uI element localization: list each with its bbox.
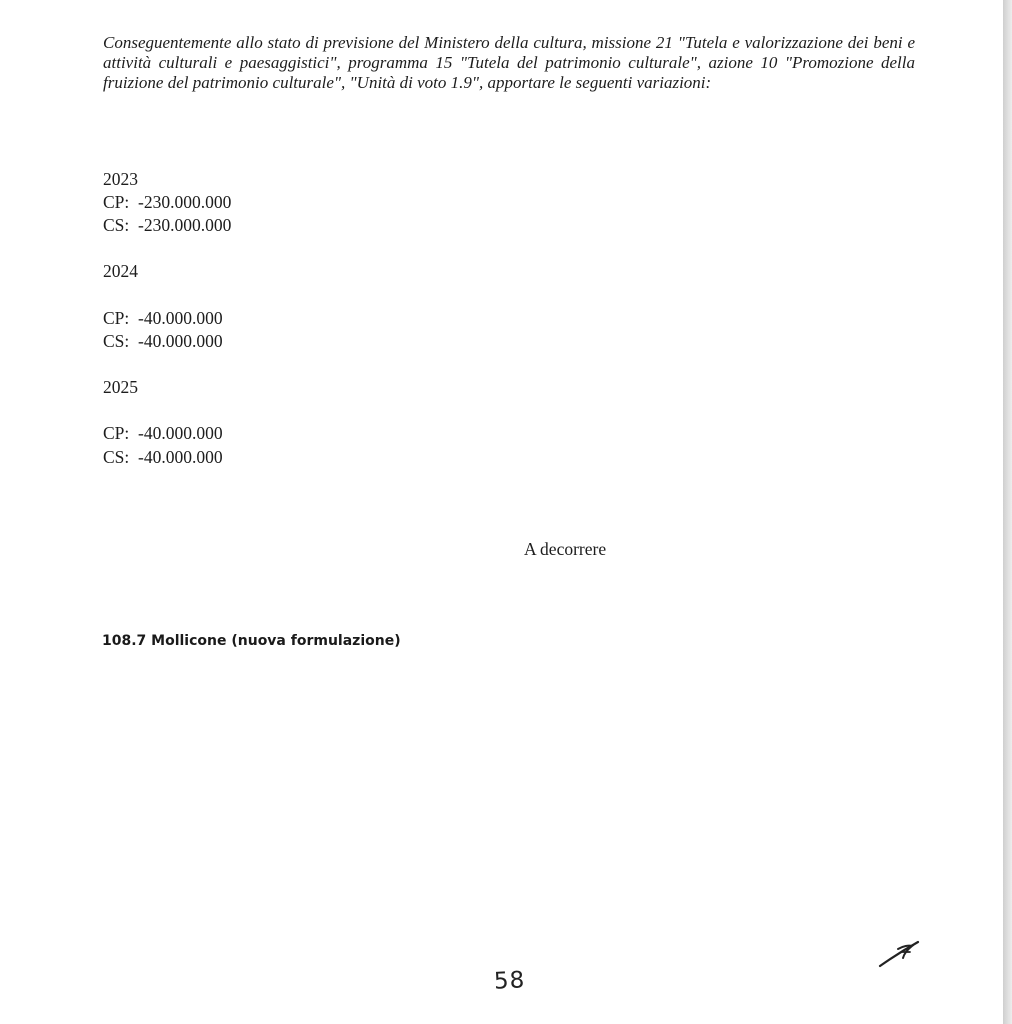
decorrere-text: A decorrere [524, 539, 607, 559]
cp-value-2025: CP: -40.000.000 [103, 423, 223, 443]
page-number: 58 [493, 967, 526, 995]
handwritten-initials-icon [876, 937, 922, 971]
cs-value-2023: CS: -230.000.000 [103, 215, 232, 235]
cp-value-2023: CP: -230.000.000 [103, 192, 232, 212]
amendment-heading: 108.7 Mollicone (nuova formulazione) [102, 633, 401, 649]
page-edge-shadow [1003, 0, 1012, 1024]
year-label-2025: 2025 [103, 377, 138, 397]
year-label-2023: 2023 [103, 169, 138, 189]
cp-value-2024: CP: -40.000.000 [103, 308, 223, 328]
cs-value-2025: CS: -40.000.000 [103, 447, 223, 467]
cs-value-2024: CS: -40.000.000 [103, 331, 223, 351]
intro-paragraph: Conseguentemente allo stato di previsione del Ministero della cultura, missione 21 "Tutela e valorizzazione dei beni e attività culturali e paesaggistici", programma 15 "Tutela del patrimonio culturale", azione 10 "Promozione della fruizione del patrimonio culturale", "Unità di voto 1.9", apportare le seguenti variazioni: [103, 33, 915, 92]
year-label-2024: 2024 [103, 261, 138, 281]
